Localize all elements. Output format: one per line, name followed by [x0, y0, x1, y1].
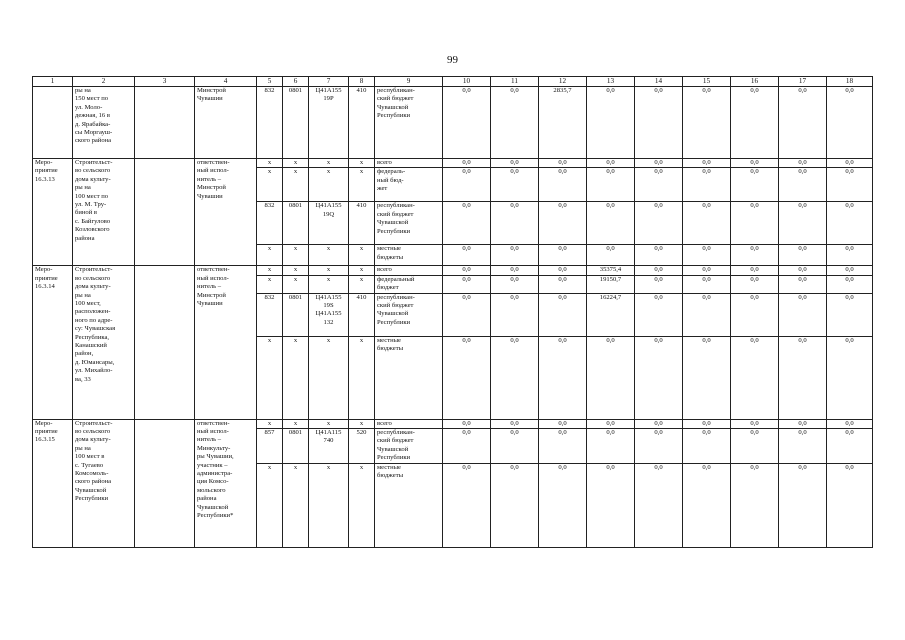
funding-value: 0,0: [635, 429, 683, 464]
funding-value: 0,0: [683, 245, 731, 266]
funding-value: 0,0: [443, 168, 491, 202]
col-5-number: 5: [257, 77, 283, 87]
funding-value: 0,0: [635, 245, 683, 266]
code-expense-type: x: [349, 159, 375, 168]
code-target-article: x: [309, 159, 349, 168]
funding-value: 0,0: [443, 202, 491, 245]
funding-value: 0,0: [587, 168, 635, 202]
funding-value: 0,0: [731, 429, 779, 464]
funding-value: 0,0: [683, 87, 731, 159]
col-3-empty: [135, 159, 195, 266]
funding-value: 0,0: [827, 266, 873, 275]
executor: Минстрой Чувашии: [195, 87, 257, 159]
col-7-number: 7: [309, 77, 349, 87]
funding-value: 0,0: [635, 168, 683, 202]
funding-value: 0,0: [491, 336, 539, 419]
code-grbs: x: [257, 266, 283, 275]
code-section: 0801: [283, 429, 309, 464]
funding-value: 0,0: [539, 266, 587, 275]
col-3-empty: [135, 87, 195, 159]
funding-value: 0,0: [779, 245, 827, 266]
code-expense-type: x: [349, 275, 375, 293]
funding-value: 0,0: [491, 245, 539, 266]
code-section: x: [283, 463, 309, 547]
funding-value: 0,0: [731, 275, 779, 293]
code-expense-type: 410: [349, 202, 375, 245]
funding-value: 0,0: [827, 202, 873, 245]
activity-name: Строительст- во сельского дома культу- ры на 100 мест по ул. М. Тру- биной в с. Байгулово Козловского района: [73, 159, 135, 266]
funding-value: 0,0: [587, 245, 635, 266]
funding-value: 16224,7: [587, 293, 635, 336]
funding-value: 0,0: [827, 159, 873, 168]
code-grbs: x: [257, 419, 283, 428]
funding-value: 0,0: [779, 419, 827, 428]
funding-source: федеральный бюджет: [375, 275, 443, 293]
activity-label: Меро- приятие 16.3.14: [33, 266, 73, 419]
code-expense-type: x: [349, 419, 375, 428]
funding-value: 0,0: [683, 419, 731, 428]
code-section: x: [283, 266, 309, 275]
table-row: [33, 266, 873, 275]
funding-value: 0,0: [443, 293, 491, 336]
column-number-row: [33, 77, 873, 87]
activity-name: Строительст- во сельского дома культу- ры на 100 мест в с. Тугаево Комсомоль- ского района Чувашской Республики: [73, 419, 135, 547]
funding-value: 0,0: [683, 463, 731, 547]
funding-value: 0,0: [683, 202, 731, 245]
code-expense-type: 410: [349, 87, 375, 159]
funding-value: 0,0: [587, 336, 635, 419]
col-18-number: 18: [827, 77, 873, 87]
code-expense-type: x: [349, 245, 375, 266]
funding-value: 0,0: [539, 245, 587, 266]
funding-value: 0,0: [827, 245, 873, 266]
code-target-article: x: [309, 336, 349, 419]
funding-value: 0,0: [443, 87, 491, 159]
col-2-number: 2: [73, 77, 135, 87]
code-target-article: x: [309, 275, 349, 293]
table-row: [33, 159, 873, 168]
funding-value: 0,0: [683, 293, 731, 336]
code-grbs: x: [257, 168, 283, 202]
funding-value: 0,0: [731, 245, 779, 266]
funding-value: 35375,4: [587, 266, 635, 275]
funding-value: 0,0: [491, 429, 539, 464]
funding-value: 0,0: [779, 266, 827, 275]
funding-value: 0,0: [539, 336, 587, 419]
funding-value: 0,0: [491, 168, 539, 202]
code-section: 0801: [283, 293, 309, 336]
activity-name: ры на 150 мест по ул. Моло- дежная, 16 в д. Ярабайка- сы Моргауш- ского района: [73, 87, 135, 159]
funding-value: 0,0: [539, 463, 587, 547]
col-8-number: 8: [349, 77, 375, 87]
funding-value: 0,0: [827, 275, 873, 293]
col-9-number: 9: [375, 77, 443, 87]
code-section: x: [283, 168, 309, 202]
funding-value: 0,0: [587, 87, 635, 159]
code-target-article: Ц41А155 19S Ц41А155 132: [309, 293, 349, 336]
funding-source: всего: [375, 266, 443, 275]
funding-value: 0,0: [731, 168, 779, 202]
code-expense-type: x: [349, 336, 375, 419]
funding-value: 0,0: [587, 463, 635, 547]
code-expense-type: x: [349, 168, 375, 202]
code-grbs: x: [257, 159, 283, 168]
funding-value: 0,0: [635, 336, 683, 419]
code-expense-type: x: [349, 463, 375, 547]
funding-value: 0,0: [443, 463, 491, 547]
col-17-number: 17: [779, 77, 827, 87]
code-target-article: x: [309, 463, 349, 547]
funding-source: местные бюджеты: [375, 245, 443, 266]
funding-value: 0,0: [779, 463, 827, 547]
code-section: x: [283, 245, 309, 266]
code-grbs: 832: [257, 202, 283, 245]
funding-value: 0,0: [491, 275, 539, 293]
col-1-number: 1: [33, 77, 73, 87]
funding-value: 0,0: [779, 202, 827, 245]
funding-value: 0,0: [539, 168, 587, 202]
col-4-number: 4: [195, 77, 257, 87]
code-target-article: x: [309, 266, 349, 275]
funding-value: 0,0: [683, 336, 731, 419]
col-13-number: 13: [587, 77, 635, 87]
code-section: 0801: [283, 87, 309, 159]
col-10-number: 10: [443, 77, 491, 87]
code-target-article: x: [309, 168, 349, 202]
funding-value: 0,0: [491, 419, 539, 428]
code-grbs: x: [257, 463, 283, 547]
funding-value: 0,0: [635, 293, 683, 336]
col-16-number: 16: [731, 77, 779, 87]
funding-value: 0,0: [491, 266, 539, 275]
funding-source: всего: [375, 159, 443, 168]
code-grbs: 857: [257, 429, 283, 464]
funding-value: 0,0: [443, 159, 491, 168]
funding-value: 0,0: [491, 159, 539, 168]
code-section: x: [283, 419, 309, 428]
code-grbs: x: [257, 275, 283, 293]
funding-source: местные бюджеты: [375, 336, 443, 419]
funding-value: 0,0: [635, 202, 683, 245]
code-target-article: x: [309, 245, 349, 266]
col-6-number: 6: [283, 77, 309, 87]
code-grbs: x: [257, 245, 283, 266]
funding-value: 0,0: [779, 336, 827, 419]
funding-source: республикан- ский бюджет Чувашской Республики: [375, 87, 443, 159]
funding-value: 0,0: [731, 419, 779, 428]
funding-value: 0,0: [731, 266, 779, 275]
funding-value: 0,0: [827, 87, 873, 159]
page-number: 99: [447, 54, 458, 66]
funding-value: 0,0: [443, 275, 491, 293]
funding-value: 0,0: [443, 419, 491, 428]
funding-value: 0,0: [731, 159, 779, 168]
funding-value: 0,0: [779, 275, 827, 293]
col-12-number: 12: [539, 77, 587, 87]
funding-value: 0,0: [827, 168, 873, 202]
table-row: [33, 419, 873, 428]
funding-value: 0,0: [827, 429, 873, 464]
code-target-article: x: [309, 419, 349, 428]
executor: ответствен- ный испол- нитель – Минстрой Чувашии: [195, 266, 257, 419]
code-grbs: x: [257, 336, 283, 419]
code-grbs: 832: [257, 293, 283, 336]
funding-value: 0,0: [491, 202, 539, 245]
funding-value: 0,0: [779, 293, 827, 336]
table-row: [33, 87, 873, 159]
funding-value: 0,0: [587, 202, 635, 245]
funding-value: 0,0: [539, 429, 587, 464]
funding-source: республикан- ский бюджет Чувашской Республики: [375, 293, 443, 336]
code-target-article: Ц41А155 19Q: [309, 202, 349, 245]
funding-value: 0,0: [731, 202, 779, 245]
executor: ответствен- ный испол- нитель – Минкульту- ры Чувашии, участник – администра- ция Комсо- мольского района Чувашской Республики*: [195, 419, 257, 547]
code-expense-type: x: [349, 266, 375, 275]
funding-source: республикан- ский бюджет Чувашской Республики: [375, 429, 443, 464]
col-14-number: 14: [635, 77, 683, 87]
funding-source: местные бюджеты: [375, 463, 443, 547]
funding-source: республикан- ский бюджет Чувашской Республики: [375, 202, 443, 245]
funding-value: 0,0: [491, 87, 539, 159]
code-grbs: 832: [257, 87, 283, 159]
funding-value: 0,0: [539, 293, 587, 336]
funding-value: 0,0: [587, 419, 635, 428]
funding-source: федераль- ный бюд- жет: [375, 168, 443, 202]
col-3-empty: [135, 266, 195, 419]
activity-label: Меро- приятие 16.3.15: [33, 419, 73, 547]
program-table: [32, 76, 873, 548]
code-expense-type: 520: [349, 429, 375, 464]
funding-source: всего: [375, 419, 443, 428]
funding-value: 0,0: [731, 293, 779, 336]
funding-value: 0,0: [731, 463, 779, 547]
code-section: x: [283, 159, 309, 168]
funding-value: 0,0: [827, 336, 873, 419]
funding-value: 0,0: [443, 336, 491, 419]
activity-label: [33, 87, 73, 159]
funding-value: 0,0: [635, 275, 683, 293]
funding-value: 0,0: [779, 87, 827, 159]
activity-name: Строительст- во сельского дома культу- ры на 100 мест, расположен- ного по адре- су: Чувашская Республика, Канашский район, д. Юмансары, ул. Михайло- ва, 33: [73, 266, 135, 419]
code-section: x: [283, 336, 309, 419]
funding-value: 19150,7: [587, 275, 635, 293]
col-3-number: 3: [135, 77, 195, 87]
funding-value: 0,0: [827, 419, 873, 428]
funding-value: 0,0: [539, 275, 587, 293]
funding-value: 0,0: [779, 429, 827, 464]
funding-value: 0,0: [635, 463, 683, 547]
code-section: x: [283, 275, 309, 293]
funding-value: 0,0: [587, 429, 635, 464]
funding-value: 0,0: [683, 275, 731, 293]
col-11-number: 11: [491, 77, 539, 87]
funding-value: 0,0: [683, 429, 731, 464]
code-target-article: Ц41А155 19Р: [309, 87, 349, 159]
funding-value: 0,0: [779, 159, 827, 168]
funding-value: 0,0: [731, 336, 779, 419]
funding-value: 0,0: [683, 159, 731, 168]
funding-value: 0,0: [635, 266, 683, 275]
funding-value: 0,0: [635, 419, 683, 428]
funding-value: 0,0: [539, 159, 587, 168]
funding-value: 0,0: [587, 159, 635, 168]
funding-value: 0,0: [443, 245, 491, 266]
col-3-empty: [135, 419, 195, 547]
code-section: 0801: [283, 202, 309, 245]
code-target-article: Ц41А115 740: [309, 429, 349, 464]
funding-value: 0,0: [683, 266, 731, 275]
executor: ответствен- ный испол- нитель – Минстрой Чувашии: [195, 159, 257, 266]
funding-value: 0,0: [779, 168, 827, 202]
funding-value: 0,0: [827, 463, 873, 547]
funding-value: 0,0: [491, 293, 539, 336]
funding-value: 0,0: [539, 419, 587, 428]
code-expense-type: 410: [349, 293, 375, 336]
funding-value: 0,0: [683, 168, 731, 202]
funding-value: 0,0: [635, 159, 683, 168]
funding-value: 0,0: [827, 293, 873, 336]
funding-value: 0,0: [443, 429, 491, 464]
funding-value: 0,0: [491, 463, 539, 547]
funding-value: 2835,7: [539, 87, 587, 159]
funding-value: 0,0: [635, 87, 683, 159]
activity-label: Меро- приятие 16.3.13: [33, 159, 73, 266]
funding-value: 0,0: [443, 266, 491, 275]
funding-value: 0,0: [731, 87, 779, 159]
funding-value: 0,0: [539, 202, 587, 245]
col-15-number: 15: [683, 77, 731, 87]
